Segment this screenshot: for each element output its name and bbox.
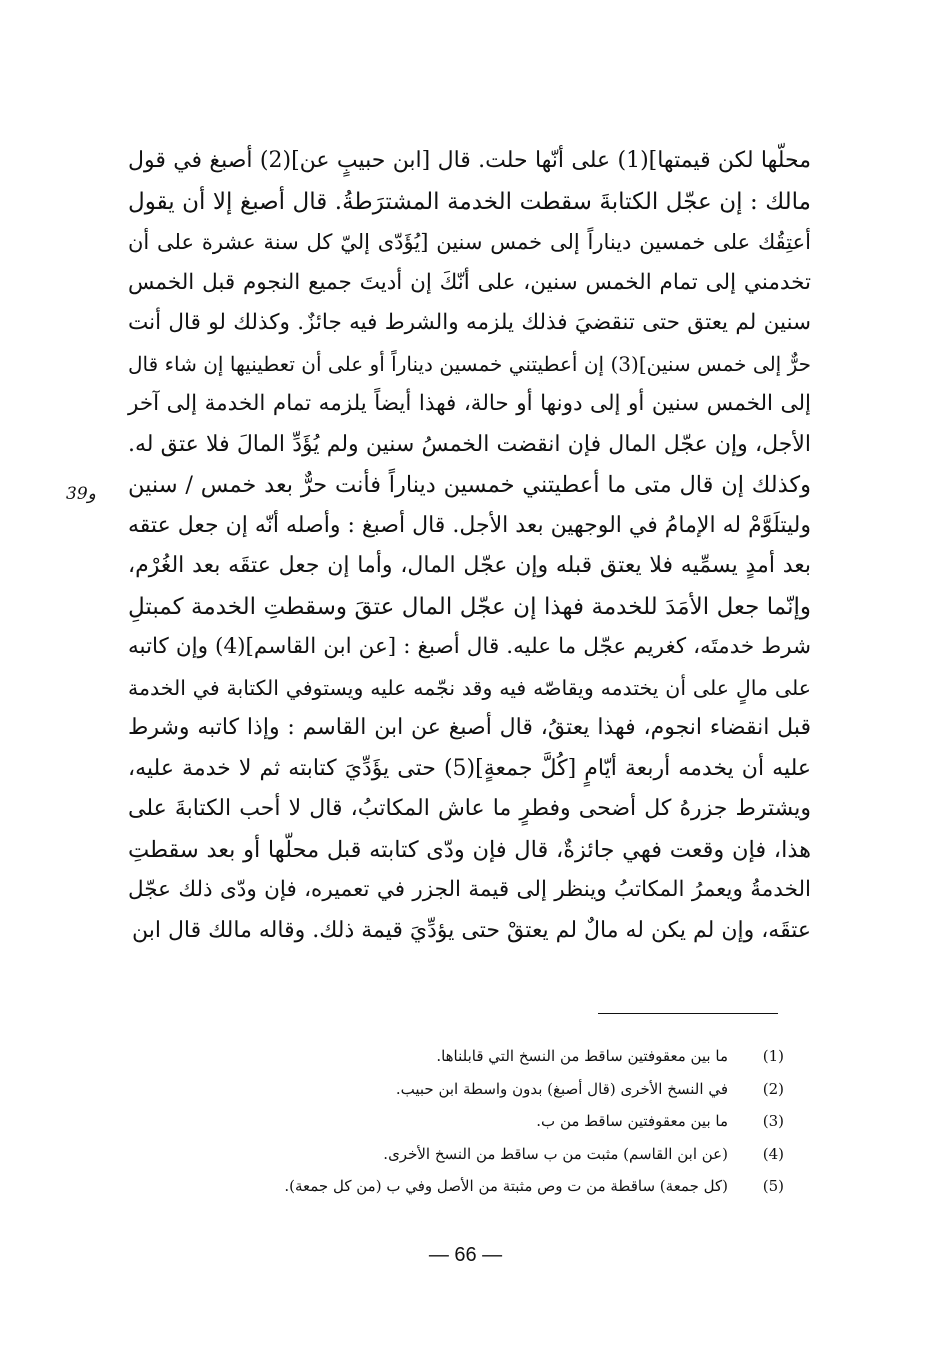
footnote-item <box>200 1170 784 1203</box>
footnote-separator <box>598 1013 778 1014</box>
text-line: قبل انقضاء انجوم، فهذا يعتقُ، قال أصبغ عن ابن القاسم : وإذا كاتبه وشرط <box>128 715 811 740</box>
text-line: بعد أمدٍ يسمِّيه فلا يعتق قبله وإن عجّل المال، وأما إن جعل عتقَه بعد الغُرْم، <box>128 553 811 578</box>
text-line: شرط خدمتَه، كغريم عجّل ما عليه. قال أصبغ : [عن ابن القاسم](4) وإن كاتبه <box>128 634 811 659</box>
footnote-text: (عن ابن القاسم) مثبت من ب ساقط من النسخ الأخرى. <box>383 1144 728 1163</box>
footnote-text: (كل جمعة) ساقطة من ت وص مثبتة من الأصل وفي ب (من كل جمعة). <box>284 1177 728 1195</box>
footnote-number: (4) <box>762 1144 784 1163</box>
text-line: الخدمةُ ويعمرُ المكاتبُ وينظر إلى قيمة الجزر في تعميره، فإن ودّى ذلك عجّل <box>128 877 811 902</box>
text-line: سنين لم يعتق حتى تنقضيَ فذلك يلزمه والشرط فيه جائزٌ. وكذلك لو قال أنت <box>128 310 811 335</box>
folio-margin-note: 39و <box>66 484 96 504</box>
footnote-text: ما بين معقوفتين ساقط من ب. <box>536 1112 728 1130</box>
text-line: محلّها لكن قيمتها](1) على أنّها حلت. قال [ابن حبيبٍ عن](2) أصبغ في قول <box>128 148 811 173</box>
footnote-number: (3) <box>762 1112 784 1130</box>
footnote-item <box>200 1073 784 1106</box>
text-line: وإنّما جعل الأمَدَ للخدمة فهذا إن عجّل المال عتقَ وسقطتِ الخدمة كمبتلِ <box>128 593 812 620</box>
footnote-item <box>200 1040 784 1073</box>
text-line: هذا، فإن وقعت فهي جائزةٌ، قال فإن ودّى كتابته قبل محلّها أو بعد سقطتِ <box>128 836 811 863</box>
footnote-item <box>200 1138 784 1171</box>
main-text <box>128 141 811 951</box>
text-line: أعتِقُك على خمسين ديناراً إلى خمس سنين [يُؤَدّى إليّ كل سنة عشرة على أن <box>128 230 811 254</box>
text-line: وليتلَوَّمْ له الإمامُ في الوجهين بعد الأجل. قال أصبغ : وأصله أنّه إن جعل عتقه <box>128 512 812 538</box>
footnotes <box>200 1040 784 1203</box>
text-line: إلى الخمس سنين أو إلى دونها أو حالة، فهذا أيضاً يلزمه تمام الخدمة إلى آخر <box>128 391 811 416</box>
footnote-number: (5) <box>762 1177 784 1195</box>
text-line: عتقَه، وإن لم يكن له مالٌ لم يعتقْ حتى يؤدِّيَ قيمة ذلك. وقاله مالك قال ابن <box>131 917 811 943</box>
text-line: الأجل، وإن عجّل المال فإن انقضت الخمسُ سنين ولم يُؤَدِّ المالَ فلا عتق له. <box>128 431 811 457</box>
text-line: على مالٍ على أن يختدمه ويقاصّه فيه وقد نجّمه عليه ويستوفي الكتابة في الخدمة <box>128 675 812 700</box>
text-line: مالك : إن عجّل الكتابةَ سقطت الخدمة المشترَطةُ. قال أصبغ إلا أن يقول <box>128 188 811 215</box>
text-line: حرٌّ إلى خمس سنين](3) إن أعطيتني خمسين ديناراً أو على أن تعطينيها إن شاء قال <box>128 351 812 376</box>
text-line: تخدمني إلى تمام الخمس سنين، على أنّكَ إن أديتَ جميع النجوم قبل الخمس <box>128 269 811 295</box>
footnote-item <box>200 1105 784 1138</box>
footnote-number: (1) <box>762 1047 784 1065</box>
footnote-text: ما بين معقوفتين ساقط من النسخ التي قابلناها. <box>436 1047 728 1065</box>
footnote-number: (2) <box>762 1079 784 1098</box>
footnote-text: في النسخ الأخرى (قال أصبغ) بدون واسطة ابن حبيب. <box>395 1079 728 1098</box>
text-line: عليه أن يخدمه أربعة أيّامٍ [كُلَّ جمعةٍ](5) حتى يؤَدِّيَ كتابته ثم لا خدمة عليه، <box>128 755 811 781</box>
page-number: — 66 — <box>428 1244 503 1266</box>
text-line: ويشترط جزرهُ كل أضحى وفطرٍ ما عاش المكاتبُ، قال لا أحب الكتابةَ على <box>128 796 811 821</box>
text-line: وكذلك إن قال متى ما أعطيتني خمسين ديناراً فأنت حرٌّ بعد خمس / سنين <box>128 472 811 498</box>
